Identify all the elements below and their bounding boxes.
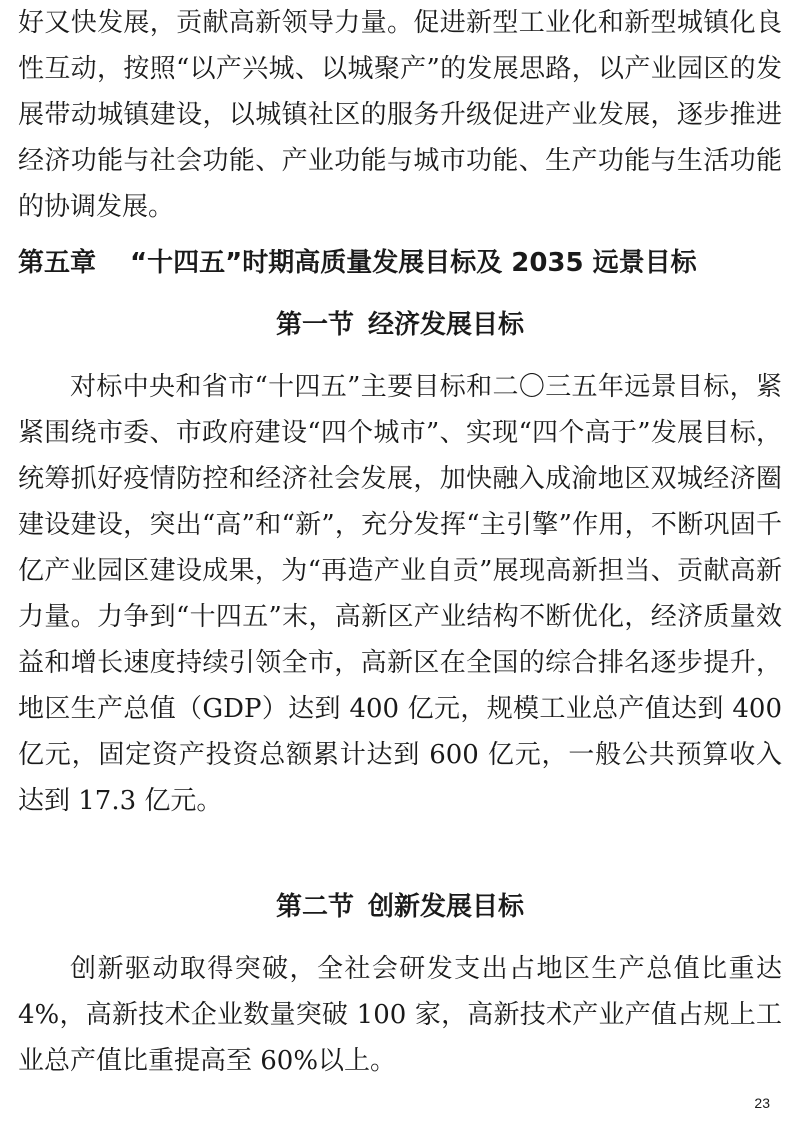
- chapter-heading: [18, 240, 782, 286]
- page-number: 23: [754, 1095, 770, 1111]
- chapter-number: 第五章: [18, 248, 97, 278]
- chapter-title: “十四五”时期高质量发展目标及 2035 远景目标: [130, 248, 697, 278]
- section-heading-1: [0, 302, 800, 348]
- section-2-title: 创新发展目标: [368, 892, 525, 922]
- section-2-number: 第二节: [275, 892, 354, 922]
- section-heading-2: [0, 884, 800, 930]
- section-2-paragraph: 创新驱动取得突破，全社会研发支出占地区生产总值比重达 4%，高新技术企业数量突破 100 家，高新技术产业产值占规上工业总产值比重提高至 60%以上。: [18, 954, 782, 1076]
- section-1-number: 第一节: [275, 310, 354, 340]
- continuation-paragraph: 好又快发展，贡献高新领导力量。促进新型工业化和新型城镇化良性互动，按照“以产兴城、以城聚产”的发展思路，以产业园区的发展带动城镇建设，以城镇社区的服务升级促进产业发展，逐步推进经济功能与社会功能、产业功能与城市功能、生产功能与生活功能的协调发展。: [18, 8, 782, 222]
- section-1-title: 经济发展目标: [368, 310, 525, 340]
- section-1-paragraph: 对标中央和省市“十四五”主要目标和二〇三五年远景目标，紧紧围绕市委、市政府建设“四个城市”、实现“四个高于”发展目标，统筹抓好疫情防控和经济社会发展，加快融入成渝地区双城经济圈建设建设，突出“高”和“新”，充分发挥“主引擎”作用，不断巩固千亿产业园区建设成果，为“再造产业自贡”展现高新担当、贡献高新力量。力争到“十四五”末，高新区产业结构不断优化，经济质量效益和增长速度持续引领全市，高新区在全国的综合排名逐步提升，地区生产总值（GDP）达到 400 亿元，规模工业总产值达到 400 亿元，固定资产投资总额累计达到 600 亿元，一般公共预算收入达到 17.3 亿元。: [18, 372, 782, 816]
